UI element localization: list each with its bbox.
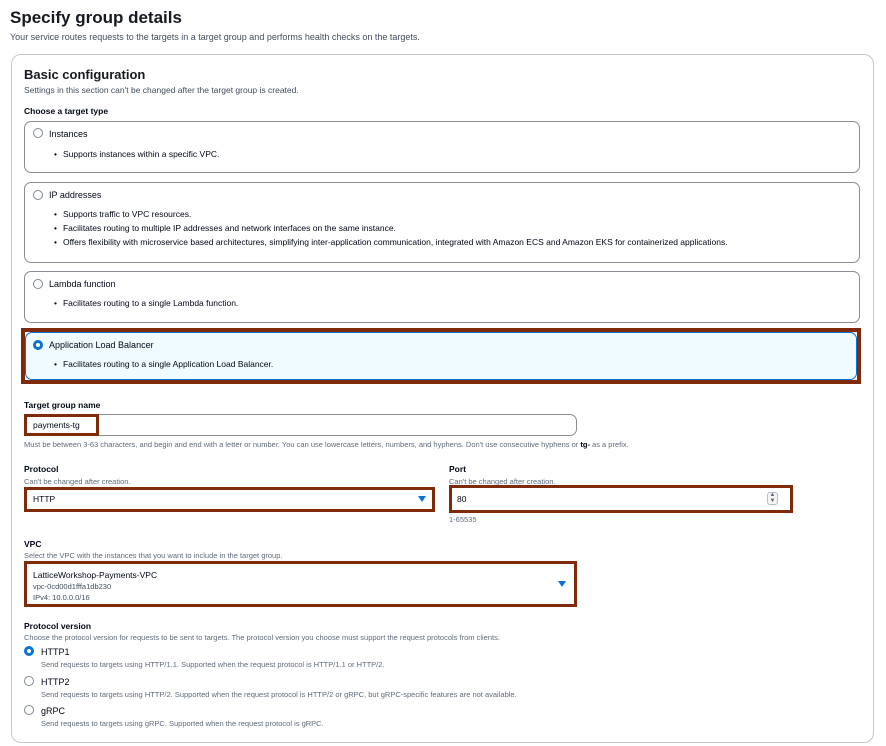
target-type-alb-label: Application Load Balancer: [49, 340, 154, 350]
target-group-name-value: payments-tg: [33, 420, 80, 430]
radio-grpc[interactable]: [24, 705, 34, 715]
http1-label: HTTP1: [41, 647, 70, 657]
target-type-ip-bullet: • Facilitates routing to multiple IP addresses and network interfaces on the same instance.: [54, 223, 396, 233]
target-type-ip-bullet: • Supports traffic to VPC resources.: [54, 209, 191, 219]
port-label: Port: [449, 464, 466, 474]
radio-ip-addresses[interactable]: [33, 190, 43, 200]
http2-description: Send requests to targets using HTTP/2. Supported when the request protocol is HTTP/2 or gRPC, but gRPC-specific features are not available.: [41, 690, 517, 699]
chevron-down-icon: [418, 496, 426, 502]
vpc-label: VPC: [24, 539, 42, 549]
radio-lambda[interactable]: [33, 279, 43, 289]
protocol-version-label: Protocol version: [24, 621, 92, 631]
radio-alb[interactable]: [33, 340, 43, 350]
target-type-instances-bullet: • Supports instances within a specific VPC.: [54, 149, 219, 159]
port-hint: Can't be changed after creation.: [449, 477, 556, 486]
port-value: 80: [457, 494, 467, 504]
target-group-name-label: Target group name: [24, 400, 101, 410]
target-type-lambda-bullet: • Facilitates routing to a single Lambda function.: [54, 298, 238, 308]
vpc-name: LatticeWorkshop-Payments-VPC: [33, 570, 158, 580]
http2-label: HTTP2: [41, 677, 70, 687]
chevron-down-icon: [558, 581, 566, 587]
http1-description: Send requests to targets using HTTP/1.1. Supported when the request protocol is HTTP/1.1 or HTTP/2.: [41, 660, 385, 669]
port-stepper-icon[interactable]: ▲ ▼: [767, 492, 778, 505]
target-type-alb-bullet: • Facilitates routing to a single Application Load Balancer.: [54, 359, 273, 369]
vpc-cidr: IPv4: 10.0.0.0/16: [33, 593, 90, 602]
port-input[interactable]: [449, 485, 793, 513]
target-group-name-input[interactable]: [24, 414, 577, 436]
grpc-description: Send requests to targets using gRPC. Supported when the request protocol is gRPC.: [41, 719, 324, 728]
radio-instances[interactable]: [33, 128, 43, 138]
target-type-instances-label: Instances: [49, 129, 88, 139]
vpc-hint: Select the VPC with the instances that you want to include in the target group.: [24, 551, 283, 560]
protocol-select[interactable]: [24, 487, 435, 512]
radio-http2[interactable]: [24, 676, 34, 686]
section-description: Settings in this section can't be changed after the target group is created.: [24, 85, 299, 95]
page-title: Specify group details: [10, 8, 182, 27]
target-type-instances-tile[interactable]: [24, 121, 860, 173]
vpc-id: vpc-0cd00d1fffa1db230: [33, 582, 112, 591]
target-type-lambda-tile[interactable]: [24, 271, 860, 323]
protocol-value: HTTP: [33, 494, 56, 504]
target-type-ip-bullet: • Offers flexibility with microservice based architectures, simplifying inter-application communication, integrated with Amazon ECS and Amazon EKS for containerized applications.: [54, 237, 728, 247]
port-range: 1-65535: [449, 515, 477, 524]
page-description: Your service routes requests to the targets in a target group and performs health checks on the targets.: [10, 32, 420, 42]
target-type-label: Choose a target type: [24, 106, 109, 116]
target-type-ip-label: IP addresses: [49, 190, 102, 200]
radio-http1[interactable]: [24, 646, 34, 656]
grpc-label: gRPC: [41, 706, 66, 716]
protocol-label: Protocol: [24, 464, 59, 474]
target-group-name-hint: Must be between 3-63 characters, and begin and end with a letter or number. You can use lowercase letters, numbers, and hyphens. Don't use consecutive hyphens or tg- as a prefix.: [24, 440, 629, 449]
protocol-version-hint: Choose the protocol version for requests to be sent to targets. The protocol version you choose must support the request protocols from clients.: [24, 633, 500, 642]
target-type-lambda-label: Lambda function: [49, 279, 116, 289]
section-title: Basic configuration: [24, 67, 146, 82]
protocol-hint: Can't be changed after creation.: [24, 477, 131, 486]
